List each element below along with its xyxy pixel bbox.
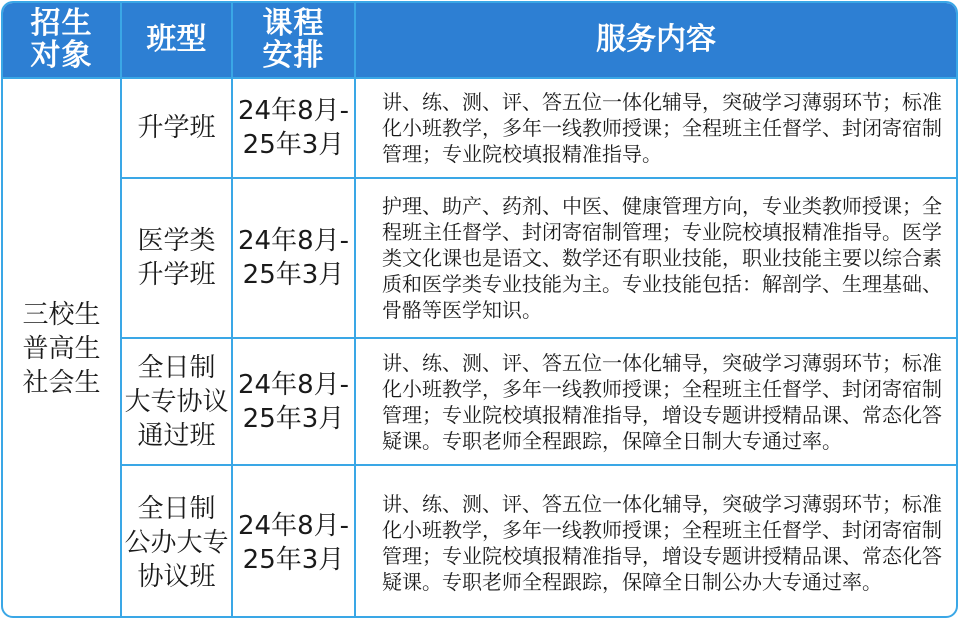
table-row <box>3 78 956 178</box>
header-schedule: 课程 安排 <box>232 3 355 78</box>
schedule-cell: 24年8月- 25年3月 <box>232 78 355 178</box>
table-body <box>3 78 956 618</box>
course-table-frame <box>1 1 958 618</box>
class-type-cell: 全日制 大专协议 通过班 <box>121 338 232 465</box>
table-row <box>3 465 956 618</box>
table-row <box>3 178 956 338</box>
schedule-cell: 24年8月- 25年3月 <box>232 465 355 618</box>
schedule-cell: 24年8月- 25年3月 <box>232 338 355 465</box>
service-cell: 讲、练、测、评、答五位一体化辅导，突破学习薄弱环节；标准化小班教学，多年一线教师授课；全程班主任督学、封闭寄宿制管理；专业院校填报精准指导，增设专题讲授精品课、常态化答疑课。专职老师全程跟踪，保障全日制公办大专通过率。 <box>355 465 956 618</box>
header-service: 服务内容 <box>355 3 956 78</box>
class-type-cell: 医学类 升学班 <box>121 178 232 338</box>
header-row <box>3 3 956 78</box>
table-header <box>3 3 956 78</box>
service-cell: 讲、练、测、评、答五位一体化辅导，突破学习薄弱环节；标准化小班教学，多年一线教师授课；全程班主任督学、封闭寄宿制管理；专业院校填报精准指导。 <box>355 78 956 178</box>
course-table <box>3 3 956 618</box>
service-cell: 护理、助产、药剂、中医、健康管理方向，专业类教师授课；全程班主任督学、封闭寄宿制管理；专业院校填报精准指导。医学类文化课也是语文、数学还有职业技能，职业技能主要以综合素质和医学类专业技能为主。专业技能包括：解剖学、生理基础、骨骼等医学知识。 <box>355 178 956 338</box>
header-class-type: 班型 <box>121 3 232 78</box>
table-row <box>3 338 956 465</box>
schedule-cell: 24年8月- 25年3月 <box>232 178 355 338</box>
class-type-cell: 全日制 公办大专 协议班 <box>121 465 232 618</box>
class-type-cell: 升学班 <box>121 78 232 178</box>
target-group-cell: 三校生 普高生 社会生 <box>3 78 121 618</box>
service-cell: 讲、练、测、评、答五位一体化辅导，突破学习薄弱环节；标准化小班教学，多年一线教师授课；全程班主任督学、封闭寄宿制管理；专业院校填报精准指导，增设专题讲授精品课、常态化答疑课。专职老师全程跟踪，保障全日制大专通过率。 <box>355 338 956 465</box>
header-target: 招生 对象 <box>3 3 121 78</box>
